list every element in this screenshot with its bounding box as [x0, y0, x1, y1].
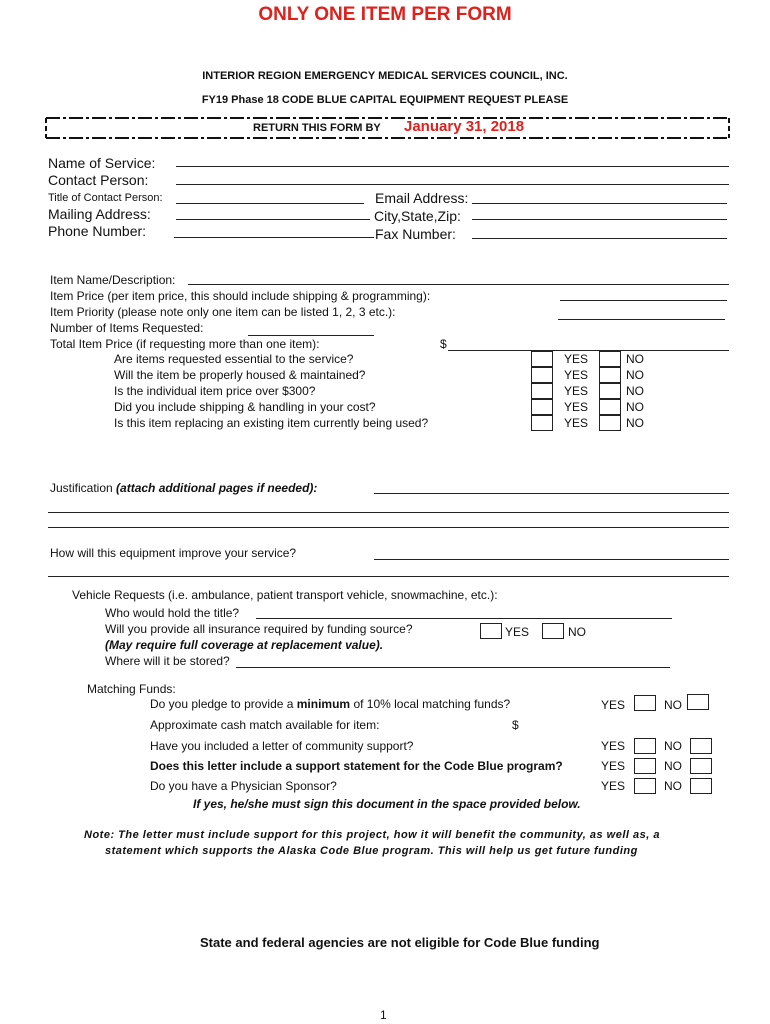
- improve-line-2[interactable]: [48, 576, 729, 577]
- total-price-field[interactable]: [448, 350, 729, 351]
- total-price-label: Total Item Price (if requesting more than one item):: [50, 337, 320, 351]
- vehicle-heading: Vehicle Requests (i.e. ambulance, patient transport vehicle, snowmachine, etc.):: [72, 588, 498, 602]
- justification-line-3[interactable]: [48, 527, 729, 528]
- housed-no-checkbox[interactable]: [599, 367, 621, 383]
- note-line-2: statement which supports the Alaska Code Blue program. This will help us get future funding: [105, 845, 638, 857]
- title-holder-label: Who would hold the title?: [105, 606, 240, 620]
- letter-yes-checkbox[interactable]: [634, 738, 656, 754]
- city-state-zip-label: City,State,Zip:: [374, 208, 461, 224]
- fax-field[interactable]: [472, 238, 727, 239]
- item-name-field[interactable]: [188, 284, 729, 285]
- essential-yes-label: YES: [564, 352, 589, 366]
- contact-person-label: Contact Person:: [48, 172, 149, 188]
- insurance-label: Will you provide all insurance required by funding source?: [105, 622, 413, 636]
- coverage-note: (May require full coverage at replacement value).: [105, 638, 384, 652]
- phone-label: Phone Number:: [48, 223, 147, 239]
- organization-name: INTERIOR REGION EMERGENCY MEDICAL SERVICES COUNCIL, INC.: [202, 70, 568, 82]
- shipping-yes-label: YES: [564, 400, 589, 414]
- form-title: ONLY ONE ITEM PER FORM: [258, 4, 512, 25]
- insurance-yes-checkbox[interactable]: [480, 623, 502, 639]
- stored-field[interactable]: [236, 667, 670, 668]
- sponsor-yes-checkbox[interactable]: [634, 778, 656, 794]
- letter-no-label: NO: [664, 739, 682, 753]
- replacing-yes-label: YES: [564, 416, 589, 430]
- page-number: 1: [380, 1008, 387, 1022]
- title-of-contact-label: Title of Contact Person:: [48, 192, 163, 204]
- code-blue-yes-label: YES: [601, 759, 626, 773]
- cash-match-dollar: $: [512, 718, 519, 732]
- essential-no-checkbox[interactable]: [599, 351, 621, 367]
- cash-match-label: Approximate cash match available for item:: [150, 718, 380, 732]
- pledge-yes-checkbox[interactable]: [634, 695, 656, 711]
- item-priority-field[interactable]: [558, 319, 725, 320]
- housed-yes-label: YES: [564, 368, 589, 382]
- over-300-no-label: NO: [626, 384, 644, 398]
- sponsor-yes-label: YES: [601, 779, 626, 793]
- fax-label: Fax Number:: [375, 226, 456, 242]
- form-subtitle: FY19 Phase 18 CODE BLUE CAPITAL EQUIPMENT REQUEST PLEASE: [201, 94, 569, 106]
- code-blue-yes-checkbox[interactable]: [634, 758, 656, 774]
- sponsor-no-label: NO: [664, 779, 682, 793]
- title-holder-field[interactable]: [256, 618, 672, 619]
- housed-yes-checkbox[interactable]: [531, 367, 553, 383]
- total-price-dollar: $: [440, 337, 447, 351]
- name-of-service-field[interactable]: [176, 166, 729, 167]
- email-field[interactable]: [472, 203, 727, 204]
- justification-label: Justification (attach additional pages if needed):: [50, 481, 318, 495]
- stored-label: Where will it be stored?: [105, 654, 230, 668]
- insurance-no-label: NO: [568, 625, 586, 639]
- pledge-no-checkbox[interactable]: [687, 694, 709, 710]
- item-price-field[interactable]: [560, 300, 727, 301]
- letter-yes-label: YES: [601, 739, 626, 753]
- mailing-address-field[interactable]: [176, 219, 370, 220]
- number-of-items-field[interactable]: [248, 335, 374, 336]
- improve-field[interactable]: [374, 559, 729, 560]
- title-of-contact-field[interactable]: [176, 203, 364, 204]
- return-date: January 31, 2018: [404, 118, 525, 135]
- replacing-no-checkbox[interactable]: [599, 415, 621, 431]
- pledge-yes-label: YES: [601, 698, 626, 712]
- question-shipping: Did you include shipping & handling in your cost?: [114, 400, 376, 414]
- mailing-address-label: Mailing Address:: [48, 206, 151, 222]
- shipping-yes-checkbox[interactable]: [531, 399, 553, 415]
- name-of-service-label: Name of Service:: [48, 155, 156, 171]
- housed-no-label: NO: [626, 368, 644, 382]
- shipping-no-label: NO: [626, 400, 644, 414]
- insurance-yes-label: YES: [505, 625, 530, 639]
- over-300-yes-checkbox[interactable]: [531, 383, 553, 399]
- eligibility-statement: State and federal agencies are not eligible for Code Blue funding: [200, 935, 600, 950]
- return-label: RETURN THIS FORM BY: [253, 122, 381, 134]
- number-of-items-label: Number of Items Requested:: [50, 321, 204, 335]
- code-blue-label: Does this letter include a support statement for the Code Blue program?: [150, 759, 563, 773]
- letter-no-checkbox[interactable]: [690, 738, 712, 754]
- item-name-label: Item Name/Description:: [50, 273, 176, 287]
- justification-line-2[interactable]: [48, 512, 729, 513]
- city-state-zip-field[interactable]: [472, 219, 727, 220]
- item-priority-label: Item Priority (please note only one item can be listed 1, 2, 3 etc.):: [50, 305, 396, 319]
- phone-field[interactable]: [174, 237, 374, 238]
- question-essential: Are items requested essential to the service?: [114, 352, 354, 366]
- justification-field[interactable]: [374, 493, 729, 494]
- letter-label: Have you included a letter of community support?: [150, 739, 414, 753]
- matching-heading: Matching Funds:: [87, 682, 176, 696]
- sign-note: If yes, he/she must sign this document in the space provided below.: [193, 797, 581, 811]
- over-300-no-checkbox[interactable]: [599, 383, 621, 399]
- sponsor-no-checkbox[interactable]: [690, 778, 712, 794]
- email-label: Email Address:: [375, 190, 469, 206]
- improve-label: How will this equipment improve your service?: [50, 546, 297, 560]
- question-replacing: Is this item replacing an existing item currently being used?: [114, 416, 429, 430]
- replacing-no-label: NO: [626, 416, 644, 430]
- shipping-no-checkbox[interactable]: [599, 399, 621, 415]
- essential-no-label: NO: [626, 352, 644, 366]
- question-over-300: Is the individual item price over $300?: [114, 384, 316, 398]
- contact-person-field[interactable]: [176, 184, 729, 185]
- return-banner-dashes: [0, 0, 770, 160]
- replacing-yes-checkbox[interactable]: [531, 415, 553, 431]
- item-price-label: Item Price (per item price, this should include shipping & programming):: [50, 289, 431, 303]
- insurance-no-checkbox[interactable]: [542, 623, 564, 639]
- sponsor-label: Do you have a Physician Sponsor?: [150, 779, 337, 793]
- question-housed: Will the item be properly housed & maintained?: [114, 368, 366, 382]
- over-300-yes-label: YES: [564, 384, 589, 398]
- note-line-1: Note: The letter must include support for this project, how it will benefit the community, as well as, a: [84, 829, 660, 841]
- pledge-no-label: NO: [664, 698, 682, 712]
- code-blue-no-checkbox[interactable]: [690, 758, 712, 774]
- pledge-label: Do you pledge to provide a minimum of 10% local matching funds?: [150, 697, 511, 711]
- code-blue-no-label: NO: [664, 759, 682, 773]
- essential-yes-checkbox[interactable]: [531, 351, 553, 367]
